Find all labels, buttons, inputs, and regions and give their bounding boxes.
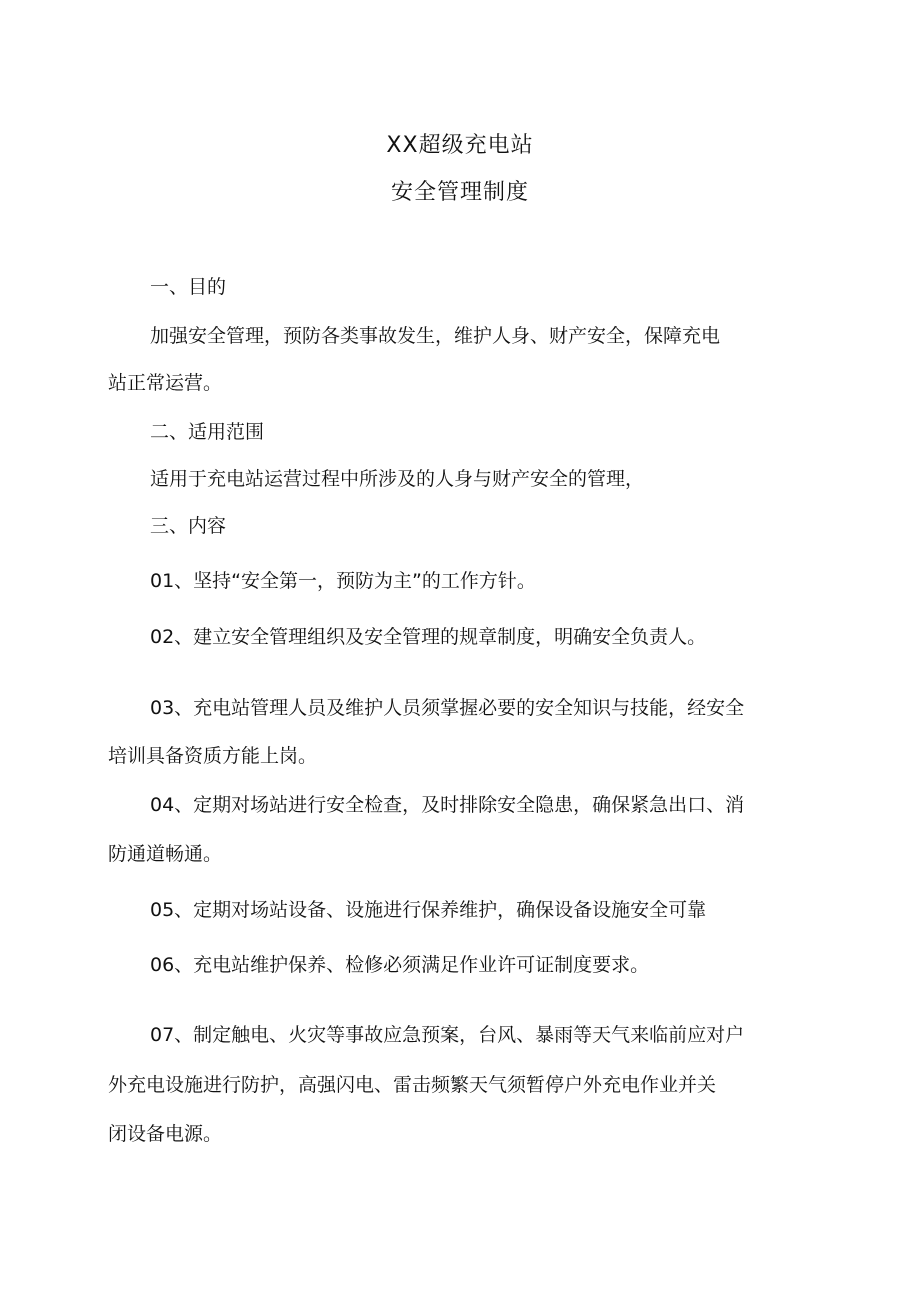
content-item-03-line-1: 03、充电站管理人员及维护人员须掌握必要的安全知识与技能，经安全 <box>150 697 745 719</box>
content-item-03-line-2: 培训具备资质方能上岗。 <box>108 745 318 767</box>
content-item-07-line-3: 闭设备电源。 <box>108 1123 223 1145</box>
document-subtitle: 安全管理制度 <box>390 180 529 205</box>
section-heading-purpose: 一、目的 <box>150 276 227 298</box>
purpose-text-line-2: 站正常运营。 <box>108 372 223 394</box>
content-item-04-line-2: 防通道畅通。 <box>108 843 223 865</box>
content-item-05: 05、定期对场站设备、设施进行保养维护，确保设备设施安全可靠 <box>150 899 707 921</box>
content-item-02: 02、建立安全管理组织及安全管理的规章制度，明确安全负责人。 <box>150 626 707 648</box>
purpose-text-line-1: 加强安全管理，预防各类事故发生，维护人身、财产安全，保障充电 <box>150 325 721 347</box>
section-heading-content: 三、内容 <box>150 515 227 537</box>
document-title: XX超级充电站 <box>386 133 534 158</box>
section-heading-scope: 二、适用范围 <box>150 421 265 443</box>
content-item-07-line-2: 外充电设施进行防护，高强闪电、雷击频繁天气须暂停户外充电作业并关 <box>108 1074 717 1096</box>
content-item-07-line-1: 07、制定触电、火灾等事故应急预案，台风、暴雨等天气来临前应对户 <box>150 1024 745 1046</box>
scope-text-line-1: 适用于充电站运营过程中所涉及的人身与财产安全的管理， <box>150 468 645 490</box>
content-item-04-line-1: 04、定期对场站进行安全检查，及时排除安全隐患，确保紧急出口、消 <box>150 794 745 816</box>
content-item-06: 06、充电站维护保养、检修必须满足作业许可证制度要求。 <box>150 954 650 976</box>
content-item-01: 01、坚持“安全第一，预防为主”的工作方针。 <box>150 570 536 592</box>
